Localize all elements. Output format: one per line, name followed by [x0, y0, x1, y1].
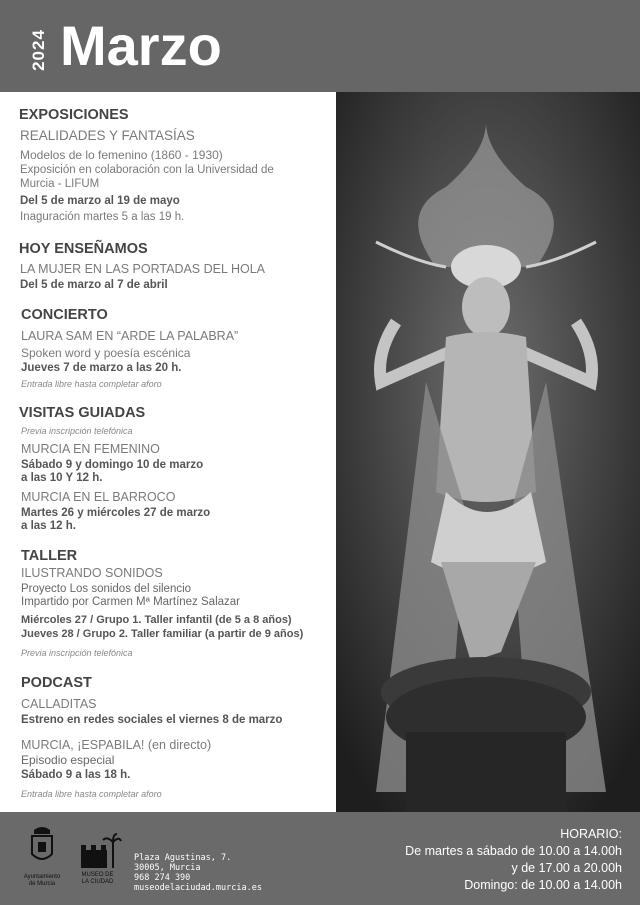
vintage-photo-illustration — [336, 92, 640, 812]
podcast-1-desc: Estreno en redes sociales el viernes 8 de marzo — [21, 714, 283, 726]
visitas-note: Previa inscripción telefónica — [21, 426, 133, 436]
month-title: Marzo — [60, 14, 222, 77]
visita-2-title: MURCIA EN EL BARROCO — [21, 490, 176, 504]
hours-line-2: y de 17.00 a 20.00h — [511, 861, 622, 875]
vintage-photo — [336, 92, 640, 812]
concert-subtitle: Spoken word y poesía escénica — [21, 346, 191, 360]
section-heading-visitas-guiadas: VISITAS GUIADAS — [19, 405, 146, 421]
hours-line-3: Domingo: de 10.00 a 14.00h — [464, 878, 622, 892]
website-link[interactable]: museodelaciudad.murcia.es — [134, 883, 262, 893]
visita-1-date-2: a las 10 Y 12 h. — [21, 472, 103, 484]
taller-line-2: Impartido por Carmen Mª Martínez Salazar — [21, 596, 240, 608]
section-heading-exposiciones: EXPOSICIONES — [19, 107, 129, 123]
museo-logo — [77, 832, 122, 902]
podcast-2-subtitle: Episodio especial — [21, 753, 115, 767]
museo-label-2: LA CIUDAD — [81, 879, 114, 885]
concert-date: Jueves 7 de marzo a las 20 h. — [21, 362, 182, 374]
concert-note: Entrada libre hasta completar aforo — [21, 379, 162, 389]
address-block — [134, 853, 262, 893]
ayuntamiento-label-2: de Murcia — [28, 881, 56, 887]
podcast-1-title: CALLADITAS — [21, 697, 97, 711]
section-heading-hoy-ensenamos: HOY ENSEÑAMOS — [19, 241, 148, 257]
section-heading-taller: TALLER — [21, 548, 78, 564]
address-line-2: 30005, Murcia — [134, 863, 201, 873]
footer-bar — [0, 812, 640, 905]
podcast-2-date: Sábado 9 a las 18 h. — [21, 769, 131, 781]
exhibition-desc-2: Murcia - LIFUM — [20, 178, 100, 190]
exhibition-subtitle: Modelos de lo femenino (1860 - 1930) — [20, 148, 223, 162]
exhibition-desc-1: Exposición en colaboración con la Universidad de — [20, 164, 274, 176]
taller-group-1: Miércoles 27 / Grupo 1. Taller infantil (de 5 a 8 años) — [21, 614, 292, 626]
header-banner — [0, 0, 640, 92]
year-label: 2024 — [28, 29, 48, 71]
ayuntamiento-label-1: Ayuntamiento — [23, 874, 61, 880]
museo-castle-palm-icon — [77, 832, 122, 870]
taller-title: ILUSTRANDO SONIDOS — [21, 566, 163, 580]
visita-2-date-1: Martes 26 y miércoles 27 de marzo — [21, 507, 211, 519]
hours-line-1: De martes a sábado de 10.00 a 14.00h — [405, 844, 622, 858]
visita-1-title: MURCIA EN FEMENINO — [21, 442, 160, 456]
year-label-box — [28, 22, 56, 78]
podcast-2-title: MURCIA, ¡ESPABILA! (en directo) — [21, 738, 212, 752]
program-column — [0, 92, 336, 812]
exhibition-dates: Del 5 de marzo al 19 de mayo — [20, 195, 180, 207]
section-heading-podcast: PODCAST — [21, 675, 92, 691]
taller-line-1: Proyecto Los sonidos del silencio — [21, 583, 192, 595]
opening-hours — [405, 826, 622, 894]
visita-2-date-2: a las 12 h. — [21, 520, 76, 532]
museo-label-1: MUSEO DE — [81, 872, 114, 878]
exhibition-inauguration: Inaguración martes 5 a las 19 h. — [20, 211, 185, 223]
taller-group-2: Jueves 28 / Grupo 2. Taller familiar (a partir de 9 años) — [21, 628, 304, 640]
ayuntamiento-crest-icon — [22, 824, 62, 870]
phone-number: 968 274 390 — [134, 873, 191, 883]
hours-title: HORARIO: — [560, 827, 622, 841]
concert-title: LAURA SAM EN “ARDE LA PALABRA” — [21, 329, 239, 343]
ayuntamiento-logo — [22, 824, 62, 899]
hoy-title: LA MUJER EN LAS PORTADAS DEL HOLA — [20, 262, 265, 276]
podcast-note: Entrada libre hasta completar aforo — [21, 789, 162, 799]
section-heading-concierto: CONCIERTO — [21, 307, 108, 323]
taller-note: Previa inscripción telefónica — [21, 648, 133, 658]
hoy-dates: Del 5 de marzo al 7 de abril — [20, 279, 168, 291]
address-line-1: Plaza Agustinas, 7. — [134, 853, 232, 863]
exhibition-title: REALIDADES Y FANTASÍAS — [20, 128, 195, 143]
visita-1-date-1: Sábado 9 y domingo 10 de marzo — [21, 459, 204, 471]
